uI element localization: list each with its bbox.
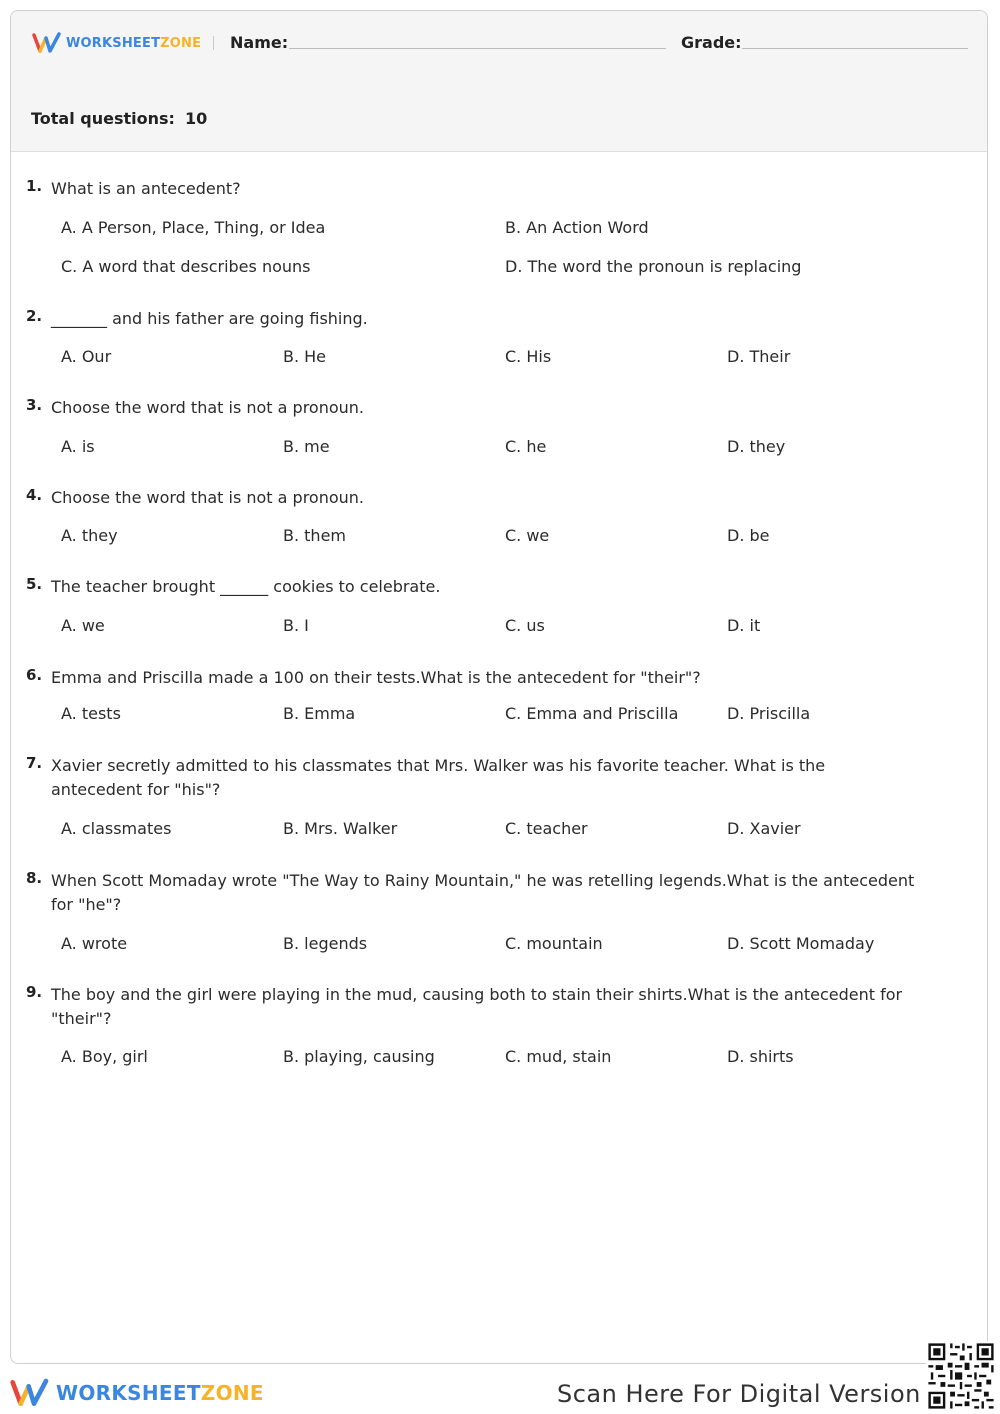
footer-brand-word-right: ZONE: [200, 1381, 264, 1405]
option-d[interactable]: D. The word the pronoun is replacing: [505, 257, 802, 276]
footer-brand-wordmark: [56, 1381, 264, 1405]
option-c[interactable]: C. Emma and Priscilla: [505, 704, 679, 723]
option-a[interactable]: A. tests: [61, 704, 121, 723]
total-questions-label: Total questions:: [31, 109, 175, 128]
footer-brand-logo: [10, 1377, 264, 1409]
question-number: 8.: [26, 869, 43, 887]
option-c[interactable]: C. us: [505, 616, 545, 635]
worksheet-zone-logo-icon: [32, 32, 62, 54]
question-number: 4.: [26, 486, 43, 504]
option-d[interactable]: D. shirts: [727, 1047, 794, 1066]
question-text: Emma and Priscilla made a 100 on their tests.What is the antecedent for "their"?: [51, 668, 701, 687]
option-c[interactable]: C. His: [505, 347, 552, 366]
question-text: What is an antecedent?: [51, 179, 241, 198]
option-b[interactable]: B. them: [283, 526, 346, 545]
option-c[interactable]: C. teacher: [505, 819, 588, 838]
brand-word-right: ZONE: [160, 35, 202, 51]
option-c[interactable]: C. we: [505, 526, 550, 545]
option-a[interactable]: A. they: [61, 526, 118, 545]
option-c[interactable]: C. mud, stain: [505, 1047, 612, 1066]
option-d[interactable]: D. Scott Momaday: [727, 934, 875, 953]
brand-logo: [32, 32, 201, 54]
option-d[interactable]: D. be: [727, 526, 770, 545]
option-d[interactable]: D. Their: [727, 347, 791, 366]
option-a[interactable]: A. Boy, girl: [61, 1047, 148, 1066]
option-d[interactable]: D. Xavier: [727, 819, 801, 838]
option-a[interactable]: A. wrote: [61, 934, 128, 953]
option-b[interactable]: B. Mrs. Walker: [283, 819, 398, 838]
qr-code-icon[interactable]: [926, 1341, 996, 1411]
question-text: _______ and his father are going fishing.: [51, 309, 368, 328]
question-number: 2.: [26, 307, 43, 325]
option-b[interactable]: B. An Action Word: [505, 218, 649, 237]
total-questions: [31, 109, 207, 128]
grade-field[interactable]: [742, 48, 968, 49]
question-number: 9.: [26, 983, 43, 1001]
option-c[interactable]: C. A word that describes nouns: [61, 257, 311, 276]
option-b[interactable]: B. me: [283, 437, 330, 456]
grade-label: Grade:: [681, 33, 742, 52]
brand-wordmark: [66, 36, 201, 51]
scan-instruction: Scan Here For Digital Version: [557, 1380, 921, 1408]
brand-word-left: WORKSHEET: [66, 35, 161, 51]
option-b[interactable]: B. Emma: [283, 704, 356, 723]
option-b[interactable]: B. legends: [283, 934, 368, 953]
option-c[interactable]: C. mountain: [505, 934, 603, 953]
question-text: When Scott Momaday wrote "The Way to Rainy Mountain," he was retelling legends.What is the antecedent for "he"?: [51, 871, 915, 914]
question-text: The teacher brought ______ cookies to celebrate.: [51, 577, 441, 596]
worksheet-zone-logo-icon: [10, 1377, 50, 1409]
option-a[interactable]: A. is: [61, 437, 95, 456]
option-d[interactable]: D. they: [727, 437, 786, 456]
question-text: Xavier secretly admitted to his classmates that Mrs. Walker was his favorite teacher. What is the antecedent for "his"?: [51, 756, 826, 799]
option-a[interactable]: A. A Person, Place, Thing, or Idea: [61, 218, 326, 237]
worksheet-header: [11, 11, 987, 152]
header-divider: [213, 36, 214, 50]
footer-brand-word-left: WORKSHEET: [56, 1381, 201, 1405]
option-c[interactable]: C. he: [505, 437, 547, 456]
question-number: 7.: [26, 754, 43, 772]
option-a[interactable]: A. we: [61, 616, 105, 635]
option-b[interactable]: B. playing, causing: [283, 1047, 435, 1066]
name-field[interactable]: [289, 48, 666, 49]
question-text: Choose the word that is not a pronoun.: [51, 398, 365, 417]
option-d[interactable]: D. Priscilla: [727, 704, 811, 723]
question-number: 5.: [26, 575, 43, 593]
question-number: 3.: [26, 396, 43, 414]
question-number: 6.: [26, 666, 43, 684]
question-number: 1.: [26, 177, 43, 195]
option-a[interactable]: A. classmates: [61, 819, 172, 838]
name-label: Name:: [230, 33, 289, 52]
option-b[interactable]: B. I: [283, 616, 309, 635]
question-text: Choose the word that is not a pronoun.: [51, 488, 365, 507]
total-questions-value: 10: [184, 109, 208, 128]
option-d[interactable]: D. it: [727, 616, 761, 635]
option-b[interactable]: B. He: [283, 347, 327, 366]
question-text: The boy and the girl were playing in the mud, causing both to stain their shirts.What is the antecedent for "their"?: [51, 985, 903, 1028]
option-a[interactable]: A. Our: [61, 347, 112, 366]
